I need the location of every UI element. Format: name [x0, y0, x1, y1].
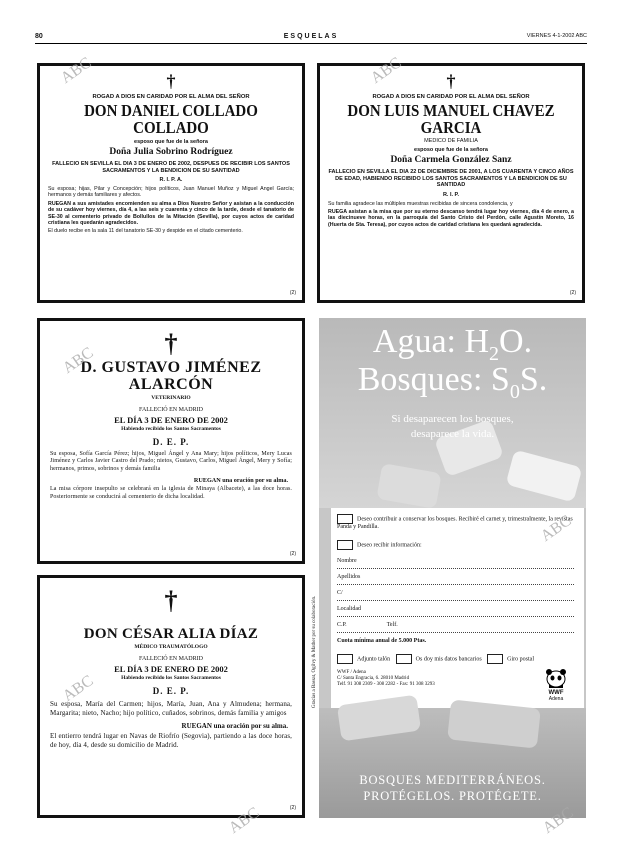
puzzle-piece: [447, 699, 541, 748]
watermark: ABC: [59, 344, 97, 377]
family-text: Su esposa; hijas, Pilar y Concepción; hijos políticos, Juan Manuel Muñoz y Miguel Angel García; hermanos y demás familiares y afectos.: [48, 186, 294, 199]
spouse-name: Doña Julia Sobrino Rodríguez: [109, 147, 233, 157]
city-field[interactable]: Localidad: [337, 606, 574, 617]
ad-slogan: [319, 772, 586, 804]
notice-sub: esposo que fue de la señora: [134, 139, 208, 145]
ad-slogan-2: PROTÉGELOS. PROTÉGETE.: [363, 789, 542, 803]
dep: D. E. P.: [152, 437, 190, 447]
watermark: ABC: [367, 54, 405, 87]
obituary-luis-chavez: [317, 63, 585, 303]
request-text: RUEGAN una oración por su alma.: [193, 477, 288, 485]
option-contribute: Deseo contribuir a conservar los bosques. Recibiré el carnet y, trimestralmente, la revistas Panda y Pandilla.: [337, 514, 574, 536]
deceased-role: MEDICO DE FAMILIA: [424, 138, 478, 144]
watermark: ABC: [539, 804, 577, 837]
watermark: ABC: [59, 672, 97, 705]
ad-tagline: [319, 412, 586, 442]
death-place: FALLECIÓ EN MADRID: [139, 407, 203, 413]
sacraments: Habiendo recibido los Santos Sacramentos: [121, 675, 221, 681]
deceased-name: DON LUIS MANUEL CHAVEZ GARCIA: [347, 101, 555, 137]
death-date: EL DÍA 3 DE ENERO DE 2002: [114, 664, 228, 674]
contribute-checkbox[interactable]: [337, 514, 353, 524]
postal-checkbox[interactable]: [487, 654, 503, 664]
burial-text: El entierro tendrá lugar en Navas de Riofrío (Segovia), partiendo a las doce horas, de hoy, día 4, desde su domicilio de Madrid.: [50, 732, 292, 749]
cross-icon: †: [164, 586, 178, 615]
surnames-field[interactable]: Apellidos: [337, 574, 574, 585]
death-statement: FALLECIO EN SEVILLA EL DIA 3 DE ENERO DE 2002, DESPUES DE RECIBIR LOS SANTOS SACRAMENTOS Y LA BENDICION DE SU SANTIDAD: [52, 161, 290, 174]
notice-number: (2): [569, 290, 576, 296]
org-address: WWF / Adena C/ Santa Engracia, 6. 28010 Madrid Telf. 91 308 2309 - 308 2282 - Fax: 91 308 3293: [337, 670, 435, 687]
cross-icon: †: [446, 71, 456, 91]
request-text: RUEGAN una oración por su alma.: [181, 722, 288, 730]
rip: R. I. P. A.: [159, 177, 183, 183]
ad-bottom-panel: [319, 708, 586, 818]
duel-text: El duelo recibe en la sala 11 del tanatorio SE-30 y despide en el citado cementerio.: [48, 228, 243, 235]
puzzle-piece: [506, 450, 583, 503]
cross-icon: †: [166, 71, 176, 91]
watermark: ABC: [225, 804, 263, 837]
spouse-name: Doña Carmela González Sanz: [390, 155, 512, 165]
street-field[interactable]: C/: [337, 590, 574, 601]
deceased-name: DON CÉSAR ALIA DÍAZ: [83, 626, 259, 642]
dep: D. E. P.: [152, 686, 190, 696]
date-brand: VIERNES 4-1-2002 ABC: [526, 33, 587, 39]
minimum-fee: Cuota mínima anual de 5.000 Ptas.: [337, 638, 427, 644]
notice-pre: ROGAD A DIOS EN CARIDAD POR EL ALMA DEL SEÑOR: [92, 94, 250, 100]
ad-headline-water: Agua: $H_2O$.: [372, 323, 533, 365]
family-text: Su esposa, Sofía García Pérez; hijos, Miguel Ángel y Ana Mary; hijos políticos, Mery Lucas Jiménez y Carlos Javier Castro del Prado; nietos, Gustavo, Carlos, Miguel Ángel, Mery y Sofía; hermanos, primos, sobrinos y demás familia: [50, 451, 292, 472]
ad-tagline-2: desaparece la vida.: [410, 428, 495, 440]
name-field[interactable]: Nombre: [337, 558, 574, 569]
notice-number: (2): [289, 805, 296, 811]
header-rule: [35, 43, 587, 44]
obituary-daniel-collado: [37, 63, 305, 303]
deceased-role: VETERINARIO: [151, 395, 191, 401]
watermark: ABC: [57, 54, 95, 87]
cheque-checkbox[interactable]: [337, 654, 353, 664]
info-checkbox[interactable]: [337, 540, 353, 550]
option-info: Deseo recibir información:: [337, 540, 574, 550]
family-text: Su esposa, María del Carmen; hijos, María, Juan, Ana y Almudena; hermana, Margarita; nieto, Nacho; hijo político, cuñados, sobrinos, demás familia y amigos: [50, 700, 292, 717]
rip: R. I. P.: [442, 191, 460, 198]
ad-top-panel: [319, 318, 586, 508]
bank-checkbox[interactable]: [396, 654, 412, 664]
ad-tagline-1: Si desaparecen los bosques,: [391, 413, 514, 425]
ad-slogan-1: BOSQUES MEDITERRÁNEOS.: [359, 773, 546, 787]
deceased-name: DON DANIEL COLLADO COLLADO: [84, 101, 258, 137]
notice-pre: ROGAD A DIOS EN CARIDAD POR EL ALMA DEL SEÑOR: [372, 94, 530, 100]
vertical-credit: Gracias a Bassat, Ogilvy & Mather por su colaboración.: [312, 595, 317, 708]
zip-phone-field[interactable]: C.P. Telf.: [337, 622, 574, 633]
payment-options: Adjunto talón Os doy mis datos bancarios Giro postal: [337, 654, 574, 664]
wwf-advertisement: [312, 318, 586, 818]
deceased-name: D. GUSTAVO JIMÉNEZ ALARCÓN: [80, 359, 262, 393]
notice-number: (2): [289, 290, 296, 296]
watermark: ABC: [537, 512, 575, 545]
deceased-role: MÉDICO TRAUMATÓLOGO: [134, 644, 208, 650]
puzzle-piece: [376, 463, 441, 509]
notice-number: (2): [289, 551, 296, 557]
cross-icon: †: [164, 329, 178, 358]
page-header: [35, 33, 587, 43]
panda-icon: [545, 668, 567, 688]
death-statement: FALLECIO EN SEVILLA EL DIA 22 DE DICIEMBRE DE 2001, A LOS CUARENTA Y CINCO AÑOS DE EDAD, HABIENDO RECIBIDO LOS SANTOS SACRAMENTOS Y LA BENDICION DE SU SANTIDAD: [328, 169, 574, 188]
wwf-logo: WWF Adena: [538, 668, 574, 702]
request-text: RUEGAN a sus amistades encomienden su alma a Dios Nuestro Señor y asistan a la conducción de su cadáver hoy viernes, día 4, a las seis y cuarenta y cinco de la tarde, desde el tanatorio de SE-30 al cementerio privado de Bollullos de la Mitación (Sevilla), por cuyos actos de caridad cristiana les quedarán agradecidos.: [48, 200, 294, 227]
death-place: FALLECIÓ EN MADRID: [139, 656, 203, 662]
request-text: RUEGA asistan a la misa que por su eterno descanso tendrá lugar hoy viernes, día 4 de enero, a las diecinueve horas, en la parroquia del Santo Cristo del Perdón, calle Agustín Moreto, 16 (Huerta de Sta. Teresa), por cuyos actos de caridad cristiana les quedará agradecida.: [328, 208, 574, 228]
page-number: 80: [35, 33, 43, 40]
sacraments: Habiendo recibido los Santos Sacramentos: [121, 426, 221, 432]
ad-headline-forests: Bosques: $S_0S$.: [357, 361, 548, 403]
notice-sub: esposo que fue de la señora: [414, 147, 488, 153]
death-date: EL DÍA 3 DE ENERO DE 2002: [114, 415, 228, 425]
family-text: Su familia agradece las múltiples muestras recibidas de sincera condolencia, y: [328, 200, 513, 207]
mass-text: La misa córpore insepulto se celebrará en la iglesia de Minaya (Albacete), a las doce horas. Posteriormente se conducirá al cementerio de dicha localidad.: [50, 486, 292, 500]
section-title: ESQUELAS: [283, 33, 339, 40]
